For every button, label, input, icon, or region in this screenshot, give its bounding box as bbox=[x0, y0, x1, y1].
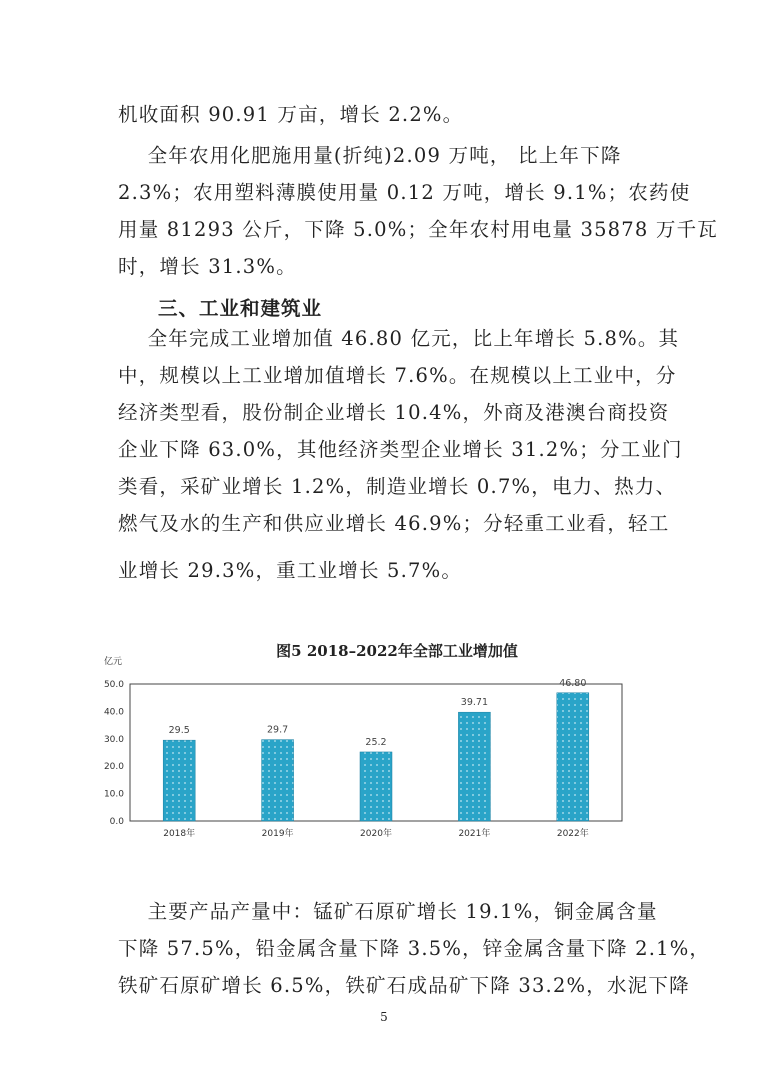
y-tick-label: 10.0 bbox=[103, 789, 124, 800]
text-line: 企业下降 63.0%，其他经济类型企业增长 31.2%；分工业门 bbox=[118, 438, 683, 461]
text-line: 燃气及水的生产和供应业增长 46.9%；分轻重工业看，轻工 bbox=[118, 512, 670, 535]
x-tick-label: 2022年 bbox=[556, 829, 589, 839]
bar-value-label: 29.5 bbox=[168, 725, 190, 737]
bar bbox=[360, 752, 392, 821]
text-line: 时，增长 31.3%。 bbox=[118, 255, 297, 278]
bar-value-label: 29.7 bbox=[267, 724, 289, 736]
text-line: 机收面积 90.91 万亩，增长 2.2%。 bbox=[118, 103, 464, 126]
y-tick-label: 20.0 bbox=[103, 762, 124, 773]
text-line: 经济类型看，股份制企业增长 10.4%，外商及港澳台商投资 bbox=[118, 401, 670, 424]
text-line: 2.3%；农用塑料薄膜使用量 0.12 万吨，增长 9.1%；农药使 bbox=[118, 181, 691, 204]
text-line: 全年农用化肥施用量(折纯)2.09 万吨， 比上年下降 bbox=[118, 144, 622, 167]
y-tick-label: 30.0 bbox=[103, 734, 124, 745]
text-line: 用量 81293 公斤，下降 5.0%；全年农村用电量 35878 万千瓦 bbox=[118, 218, 718, 241]
chart-title: 图5 2018–2022年全部工业增加值 bbox=[276, 642, 518, 660]
bar bbox=[557, 693, 589, 821]
bar-value-label: 39.71 bbox=[460, 697, 489, 709]
bar-value-label: 25.2 bbox=[365, 736, 387, 748]
text-line: 业增长 29.3%，重工业增长 5.7%。 bbox=[118, 559, 463, 582]
section-heading: 三、工业和建筑业 bbox=[158, 297, 323, 320]
y-tick-label: 50.0 bbox=[103, 680, 124, 690]
x-tick-label: 2019年 bbox=[261, 829, 294, 839]
y-tick-label: 40.0 bbox=[103, 707, 124, 718]
bar bbox=[163, 740, 195, 821]
text-line: 铁矿石原矿增长 6.5%，铁矿石成品矿下降 33.2%，水泥下降 bbox=[118, 974, 690, 997]
text-line: 下降 57.5%，铅金属含量下降 3.5%，锌金属含量下降 2.1%， bbox=[118, 937, 711, 960]
text-line: 类看，采矿业增长 1.2%，制造业增长 0.7%，电力、热力、 bbox=[118, 475, 677, 498]
bar-chart bbox=[92, 636, 662, 861]
y-axis-label: 亿元 bbox=[104, 657, 123, 667]
y-tick-label: 0.0 bbox=[109, 817, 124, 827]
x-tick-label: 2020年 bbox=[360, 829, 392, 839]
bar-value-label: 46.80 bbox=[559, 677, 587, 689]
x-tick-label: 2018年 bbox=[163, 829, 196, 839]
x-tick-label: 2021年 bbox=[458, 829, 491, 839]
text-line: 主要产品产量中：锰矿石原矿增长 19.1%，铜金属含量 bbox=[118, 900, 658, 923]
bar bbox=[262, 740, 294, 821]
bar bbox=[458, 712, 490, 821]
text-line: 中，规模以上工业增加值增长 7.6%。在规模以上工业中，分 bbox=[118, 364, 677, 387]
page-number: 5 bbox=[380, 1010, 388, 1024]
text-line: 全年完成工业增加值 46.80 亿元，比上年增长 5.8%。其 bbox=[118, 327, 680, 350]
